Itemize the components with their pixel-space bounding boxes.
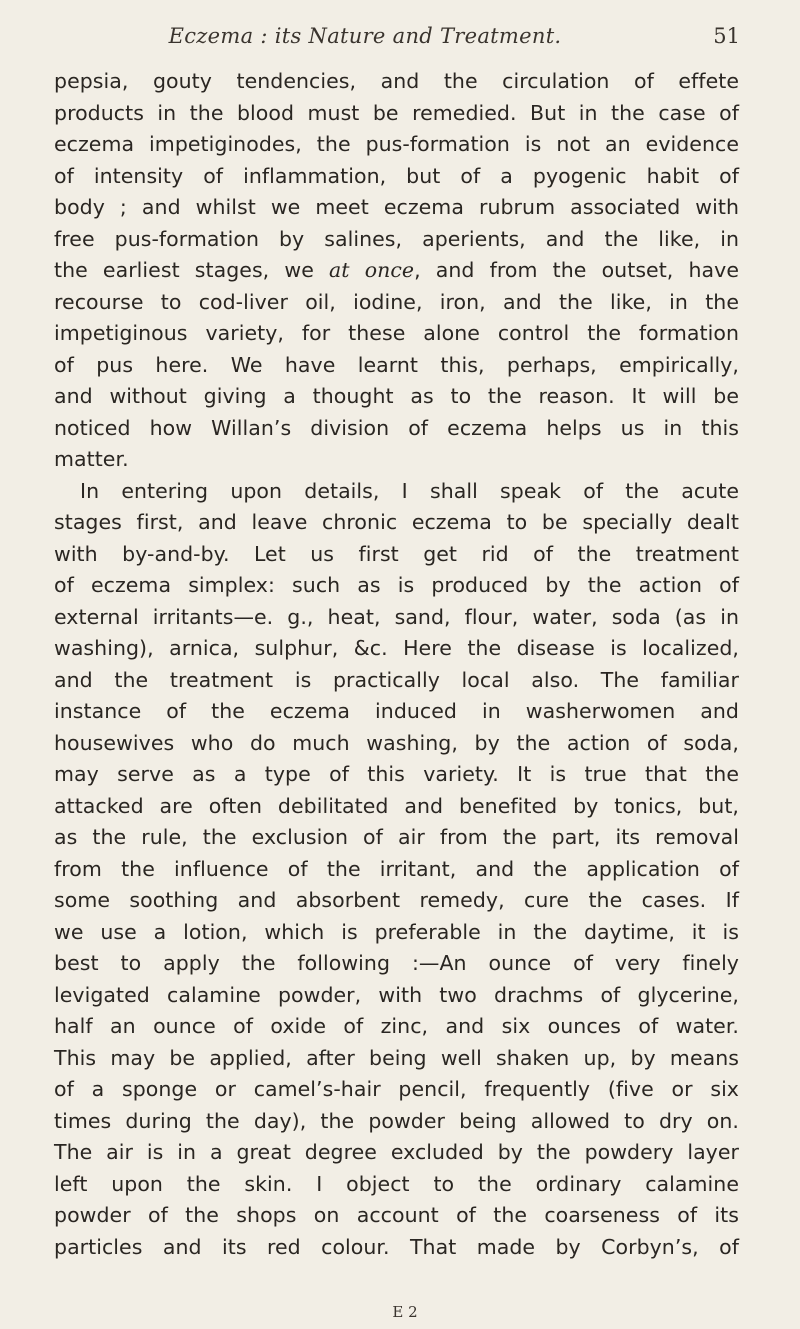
text-line: pepsia, gouty tendencies, and the circulation of effete — [54, 69, 739, 93]
text-line: of eczema simplex: such as is produced by the action of — [54, 573, 739, 597]
text-line: of a sponge or camel’s-hair pencil, frequently (five or six — [54, 1077, 739, 1101]
text-line: from the influence of the irritant, and the application of — [54, 856, 739, 881]
text-line: particles and its red colour. That made by Corbyn’s, of — [54, 1234, 739, 1259]
text-line: washing), arnica, sulphur, &c. Here the disease is localized, — [54, 636, 739, 660]
text-line: half an ounce of oxide of zinc, and six ounces of water. — [54, 1014, 739, 1038]
text-line: body ; and whilst we meet eczema rubrum associated with — [54, 195, 739, 219]
text-line: we use a lotion, which is preferable in the daytime, it is — [54, 919, 739, 944]
text-line: products in the blood must be remedied. But in the case of — [54, 100, 739, 125]
text-line: left upon the skin. I object to the ordinary calamine — [54, 1171, 739, 1196]
text-line: may serve as a type of this variety. It is true that the — [54, 762, 739, 786]
text-line: stages first, and leave chronic eczema to be specially dealt — [54, 510, 739, 534]
text-line: and without giving a thought as to the reason. It will be — [54, 384, 739, 408]
text-line: recourse to cod-liver oil, iodine, iron, and the like, in the — [54, 289, 739, 314]
body-text — [54, 66, 739, 1263]
text-segment: the earliest stages, we — [54, 258, 329, 282]
signature-mark: E 2 — [392, 1303, 418, 1321]
text-line: of pus here. We have learnt this, perhaps, empirically, — [54, 352, 739, 377]
text-line: as the rule, the exclusion of air from the part, its removal — [54, 825, 739, 849]
running-title: Eczema : its Nature and Treatment. — [168, 24, 562, 48]
text-line: In entering upon details, I shall speak of the acute — [80, 478, 739, 503]
text-line — [54, 255, 739, 287]
text-line: matter. — [54, 447, 129, 471]
text-line: best to apply the following :—An ounce of very finely — [54, 951, 739, 975]
running-head — [60, 18, 740, 54]
text-segment: , and from the outset, have — [414, 258, 739, 282]
text-line: impetiginous variety, for these alone control the formation — [54, 321, 739, 345]
text-line: instance of the eczema induced in washerwomen and — [54, 699, 739, 723]
italic-phrase: at once — [329, 258, 415, 282]
text-line: noticed how Willan’s division of eczema helps us in this — [54, 415, 739, 440]
page-number: 51 — [713, 24, 740, 48]
text-line: and the treatment is practically local also. The familiar — [54, 667, 739, 692]
text-line: free pus-formation by salines, aperients, and the like, in — [54, 226, 739, 251]
text-line: times during the day), the powder being allowed to dry on. — [54, 1108, 739, 1133]
text-line: levigated calamine powder, with two drachms of glycerine, — [54, 982, 739, 1007]
text-line: eczema impetiginodes, the pus-formation is not an evidence — [54, 132, 739, 156]
text-line: some soothing and absorbent remedy, cure the cases. If — [54, 888, 739, 912]
text-line: The air is in a great degree excluded by the powdery layer — [54, 1140, 739, 1164]
text-line: attacked are often debilitated and benefited by tonics, but, — [54, 793, 739, 818]
text-line: external irritants—e. g., heat, sand, flour, water, soda (as in — [54, 604, 739, 629]
text-line: of intensity of inflammation, but of a pyogenic habit of — [54, 163, 739, 188]
text-line: with by-and-by. Let us first get rid of the treatment — [54, 541, 739, 566]
text-line: housewives who do much washing, by the action of soda, — [54, 730, 739, 755]
text-line: powder of the shops on account of the coarseness of its — [54, 1203, 739, 1227]
text-line: This may be applied, after being well shaken up, by means — [54, 1045, 739, 1070]
